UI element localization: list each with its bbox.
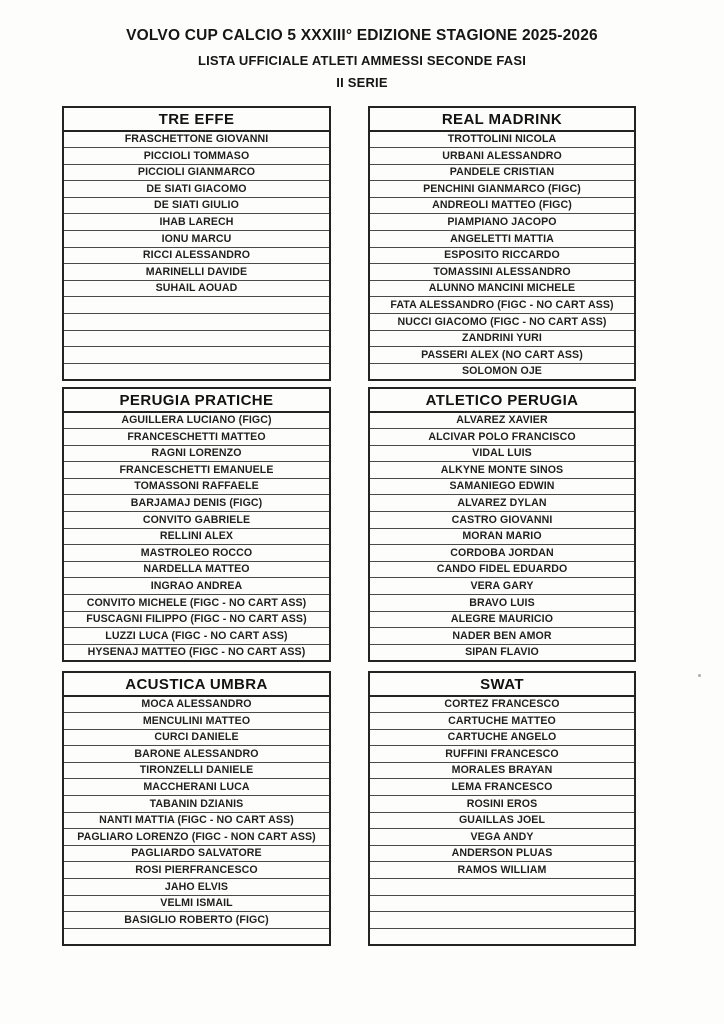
player-row (63, 595, 330, 612)
player-name: BRAVO LUIS (369, 595, 635, 612)
player-name: PAGLIARDO SALVATORE (63, 845, 330, 862)
player-row (63, 429, 330, 446)
player-row (369, 895, 635, 912)
player-name: ZANDRINI YURI (369, 330, 635, 347)
player-row (369, 181, 635, 198)
player-row (63, 895, 330, 912)
player-name: ALKYNE MONTE SINOS (369, 462, 635, 479)
player-name: MOCA ALESSANDRO (63, 696, 330, 713)
team-name: ATLETICO PERUGIA (369, 388, 635, 412)
player-name: ANDREOLI MATTEO (FIGC) (369, 197, 635, 214)
player-name: PENCHINI GIANMARCO (FIGC) (369, 181, 635, 198)
player-row (63, 214, 330, 231)
team-roster-table (62, 671, 331, 946)
player-name: VELMI ISMAIL (63, 895, 330, 912)
player-name: ANGELETTI MATTIA (369, 231, 635, 248)
empty-row-cell (369, 928, 635, 945)
player-row (63, 729, 330, 746)
team-roster-table (368, 671, 636, 946)
player-name: TROTTOLINI NICOLA (369, 131, 635, 148)
player-row (369, 561, 635, 578)
player-row (63, 928, 330, 945)
player-row (63, 762, 330, 779)
player-row (369, 812, 635, 829)
player-row (63, 412, 330, 429)
player-name: SOLOMON OJE (369, 363, 635, 380)
team-table-acustica-umbra (62, 671, 331, 946)
player-name: RAMOS WILLIAM (369, 862, 635, 879)
player-row (369, 214, 635, 231)
player-row (369, 495, 635, 512)
player-name: TABANIN DZIANIS (63, 796, 330, 813)
player-row (63, 462, 330, 479)
player-name: NARDELLA MATTEO (63, 561, 330, 578)
player-row (369, 297, 635, 314)
player-name: RAGNI LORENZO (63, 445, 330, 462)
team-name: ACUSTICA UMBRA (63, 672, 330, 696)
player-row (369, 347, 635, 364)
player-name: BASIGLIO ROBERTO (FIGC) (63, 912, 330, 929)
player-name: URBANI ALESSANDRO (369, 148, 635, 165)
player-row (369, 264, 635, 281)
player-row (369, 314, 635, 331)
player-name: PANDELE CRISTIAN (369, 164, 635, 181)
player-name: NUCCI GIACOMO (FIGC - NO CART ASS) (369, 314, 635, 331)
document-subtitle: LISTA UFFICIALE ATLETI AMMESSI SECONDE FASI (197, 53, 527, 68)
player-row (369, 363, 635, 380)
team-table-real-madrink (368, 106, 636, 381)
empty-row-cell (63, 347, 330, 364)
player-row (63, 713, 330, 730)
team-roster-table (62, 387, 331, 662)
player-row (63, 545, 330, 562)
player-name: JAHO ELVIS (63, 879, 330, 896)
player-row (63, 561, 330, 578)
team-header-row (63, 388, 330, 412)
team-name: REAL MADRINK (369, 107, 635, 131)
player-row (369, 628, 635, 645)
player-row (63, 363, 330, 380)
player-row (63, 347, 330, 364)
player-row (63, 131, 330, 148)
series-label: II SERIE (336, 75, 388, 90)
player-row (63, 148, 330, 165)
player-row (369, 164, 635, 181)
player-name: FRANCESCHETTI EMANUELE (63, 462, 330, 479)
player-row (369, 478, 635, 495)
team-roster-table (62, 106, 331, 381)
player-row (63, 297, 330, 314)
player-name: FRANCESCHETTI MATTEO (63, 429, 330, 446)
player-name: MACCHERANI LUCA (63, 779, 330, 796)
player-row (63, 478, 330, 495)
player-row (369, 280, 635, 297)
player-row (369, 912, 635, 929)
player-name: VERA GARY (369, 578, 635, 595)
player-name: LEMA FRANCESCO (369, 779, 635, 796)
player-row (369, 829, 635, 846)
team-header-row (369, 107, 635, 131)
player-name: TIRONZELLI DANIELE (63, 762, 330, 779)
player-row (369, 713, 635, 730)
player-name: NANTI MATTIA (FIGC - NO CART ASS) (63, 812, 330, 829)
team-name: PERUGIA PRATICHE (63, 388, 330, 412)
player-row (369, 512, 635, 529)
document-header (0, 27, 724, 90)
player-row (63, 231, 330, 248)
player-name: DE SIATI GIACOMO (63, 181, 330, 198)
empty-row-cell (63, 314, 330, 331)
player-name: DE SIATI GIULIO (63, 197, 330, 214)
player-row (63, 280, 330, 297)
empty-row-cell (369, 912, 635, 929)
player-row (369, 445, 635, 462)
team-table-atletico-perugia (368, 387, 636, 662)
player-row (63, 330, 330, 347)
player-name: GUAILLAS JOEL (369, 812, 635, 829)
team-header-row (63, 107, 330, 131)
player-row (63, 912, 330, 929)
player-name: ALEGRE MAURICIO (369, 611, 635, 628)
player-name: CORTEZ FRANCESCO (369, 696, 635, 713)
team-name: SWAT (369, 672, 635, 696)
player-name: MASTROLEO ROCCO (63, 545, 330, 562)
player-row (63, 779, 330, 796)
player-row (63, 862, 330, 879)
player-name: RUFFINI FRANCESCO (369, 746, 635, 763)
empty-row-cell (63, 330, 330, 347)
player-row (63, 445, 330, 462)
player-name: CONVITO GABRIELE (63, 512, 330, 529)
team-header-row (63, 672, 330, 696)
document-title: VOLVO CUP CALCIO 5 XXXIII° EDIZIONE STAGIONE 2025-2026 (126, 27, 598, 44)
player-name: VIDAL LUIS (369, 445, 635, 462)
player-name: PIAMPIANO JACOPO (369, 214, 635, 231)
team-table-perugia-pratiche (62, 387, 331, 662)
player-name: IONU MARCU (63, 231, 330, 248)
player-row (369, 429, 635, 446)
team-table-tre-effe (62, 106, 331, 381)
player-name: CURCI DANIELE (63, 729, 330, 746)
player-name: INGRAO ANDREA (63, 578, 330, 595)
empty-row-cell (369, 895, 635, 912)
player-row (369, 595, 635, 612)
player-name: RELLINI ALEX (63, 528, 330, 545)
player-row (63, 644, 330, 661)
player-name: AGUILLERA LUCIANO (FIGC) (63, 412, 330, 429)
player-row (63, 879, 330, 896)
player-name: TOMASSINI ALESSANDRO (369, 264, 635, 281)
player-row (63, 495, 330, 512)
player-name: ALUNNO MANCINI MICHELE (369, 280, 635, 297)
player-name: HYSENAJ MATTEO (FIGC - NO CART ASS) (63, 644, 330, 661)
player-name: VEGA ANDY (369, 829, 635, 846)
player-name: ALVAREZ XAVIER (369, 412, 635, 429)
player-row (369, 879, 635, 896)
player-name: FATA ALESSANDRO (FIGC - NO CART ASS) (369, 297, 635, 314)
scan-artifact-dot (698, 674, 701, 677)
empty-row-cell (369, 879, 635, 896)
player-name: CASTRO GIOVANNI (369, 512, 635, 529)
player-row (369, 412, 635, 429)
player-name: ROSINI EROS (369, 796, 635, 813)
player-row (369, 611, 635, 628)
player-name: SUHAIL AOUAD (63, 280, 330, 297)
player-row (63, 746, 330, 763)
player-row (369, 644, 635, 661)
team-name: TRE EFFE (63, 107, 330, 131)
player-row (369, 862, 635, 879)
player-name: LUZZI LUCA (FIGC - NO CART ASS) (63, 628, 330, 645)
player-row (63, 264, 330, 281)
player-row (369, 528, 635, 545)
player-row (369, 131, 635, 148)
player-row (63, 812, 330, 829)
player-row (63, 829, 330, 846)
player-row (63, 314, 330, 331)
player-row (369, 148, 635, 165)
player-name: NADER BEN AMOR (369, 628, 635, 645)
team-header-row (369, 388, 635, 412)
empty-row-cell (63, 297, 330, 314)
player-row (63, 696, 330, 713)
player-row (63, 247, 330, 264)
player-name: MORAN MARIO (369, 528, 635, 545)
player-name: PASSERI ALEX (NO CART ASS) (369, 347, 635, 364)
player-name: ALVAREZ DYLAN (369, 495, 635, 512)
player-row (369, 696, 635, 713)
player-row (63, 845, 330, 862)
player-row (369, 729, 635, 746)
player-name: PICCIOLI GIANMARCO (63, 164, 330, 181)
player-name: FRASCHETTONE GIOVANNI (63, 131, 330, 148)
player-name: FUSCAGNI FILIPPO (FIGC - NO CART ASS) (63, 611, 330, 628)
player-row (369, 845, 635, 862)
player-name: MARINELLI DAVIDE (63, 264, 330, 281)
player-name: PAGLIARO LORENZO (FIGC - NON CART ASS) (63, 829, 330, 846)
player-name: SAMANIEGO EDWIN (369, 478, 635, 495)
player-name: PICCIOLI TOMMASO (63, 148, 330, 165)
player-name: ESPOSITO RICCARDO (369, 247, 635, 264)
team-roster-table (368, 106, 636, 381)
player-row (369, 330, 635, 347)
player-row (369, 197, 635, 214)
player-row (369, 462, 635, 479)
player-name: CORDOBA JORDAN (369, 545, 635, 562)
player-row (369, 928, 635, 945)
player-row (369, 578, 635, 595)
team-roster-table (368, 387, 636, 662)
player-row (63, 528, 330, 545)
player-row (63, 611, 330, 628)
player-name: IHAB LARECH (63, 214, 330, 231)
player-row (63, 197, 330, 214)
player-row (369, 545, 635, 562)
player-name: MENCULINI MATTEO (63, 713, 330, 730)
player-name: ROSI PIERFRANCESCO (63, 862, 330, 879)
player-name: SIPAN FLAVIO (369, 644, 635, 661)
player-row (369, 779, 635, 796)
player-name: ALCIVAR POLO FRANCISCO (369, 429, 635, 446)
player-row (63, 628, 330, 645)
team-table-swat (368, 671, 636, 946)
player-name: TOMASSONI RAFFAELE (63, 478, 330, 495)
player-name: BARONE ALESSANDRO (63, 746, 330, 763)
player-row (63, 796, 330, 813)
player-row (63, 578, 330, 595)
player-name: RICCI ALESSANDRO (63, 247, 330, 264)
player-row (369, 762, 635, 779)
player-row (369, 746, 635, 763)
player-name: CARTUCHE MATTEO (369, 713, 635, 730)
player-name: CARTUCHE ANGELO (369, 729, 635, 746)
player-row (369, 231, 635, 248)
player-name: CANDO FIDEL EDUARDO (369, 561, 635, 578)
player-name: CONVITO MICHELE (FIGC - NO CART ASS) (63, 595, 330, 612)
player-row (63, 181, 330, 198)
player-row (63, 164, 330, 181)
player-name: MORALES BRAYAN (369, 762, 635, 779)
player-name: ANDERSON PLUAS (369, 845, 635, 862)
player-name: BARJAMAJ DENIS (FIGC) (63, 495, 330, 512)
player-row (63, 512, 330, 529)
empty-row-cell (63, 928, 330, 945)
team-header-row (369, 672, 635, 696)
player-row (369, 796, 635, 813)
player-row (369, 247, 635, 264)
empty-row-cell (63, 363, 330, 380)
